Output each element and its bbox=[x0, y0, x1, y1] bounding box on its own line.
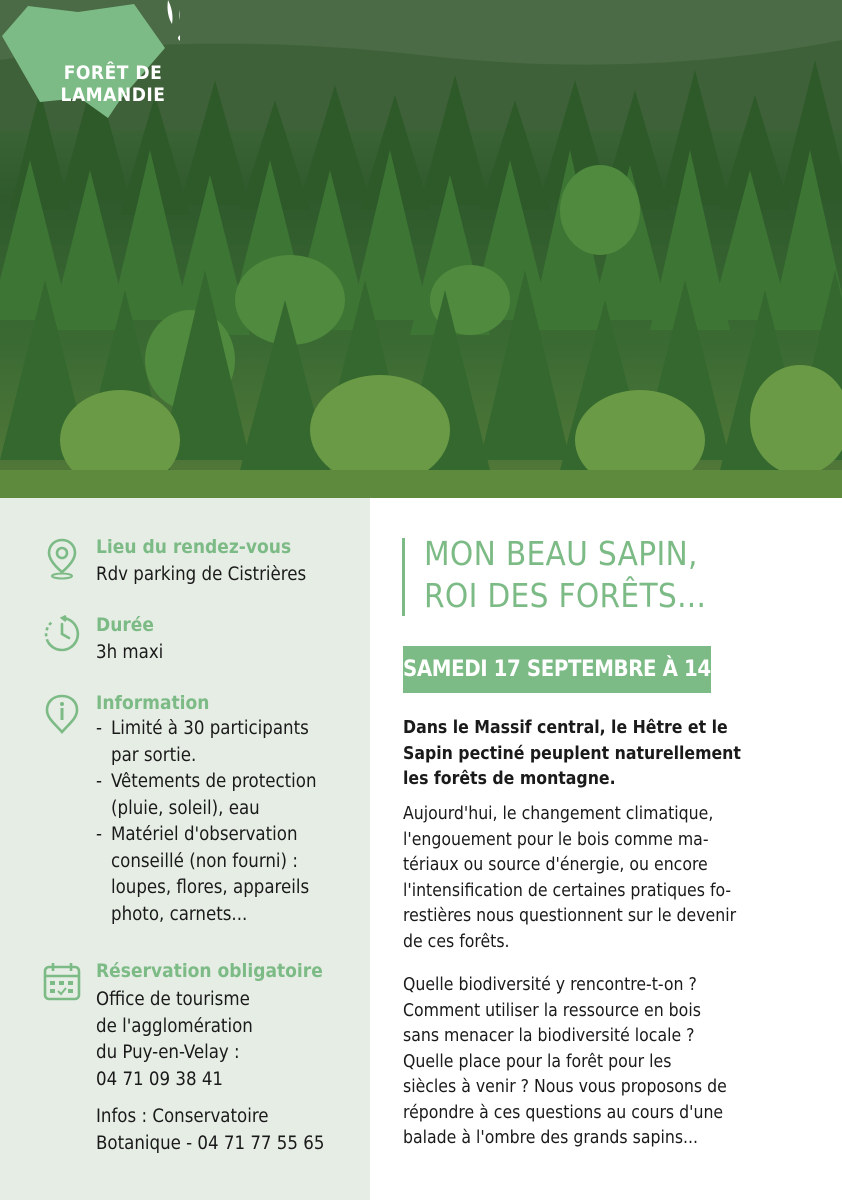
para-line: balade à l'ombre des grands sapins... bbox=[403, 1128, 699, 1148]
para-line: tériaux ou source d'énergie, ou encore bbox=[403, 855, 708, 875]
list-item-line: - Limité à 30 participants bbox=[111, 718, 309, 739]
lead-line: Sapin pectiné peuplent naturellement bbox=[403, 743, 741, 764]
reservation-text bbox=[96, 987, 253, 1093]
list-item bbox=[96, 716, 317, 769]
para-line: Comment utiliser la ressource en bois bbox=[403, 1000, 701, 1021]
para-line: de ces forêts. bbox=[403, 931, 510, 952]
title-accent-bar bbox=[402, 538, 405, 616]
para-line: restières nous questionnent sur le devenir bbox=[403, 906, 737, 926]
reservation-title: Réservation obligatoire bbox=[96, 960, 323, 982]
para-line: l'engouement pour le bois comme ma- bbox=[403, 829, 709, 850]
body-paragraph-2 bbox=[403, 973, 828, 1152]
logo-line-1: FORÊT DE bbox=[63, 62, 163, 84]
hero-forest-image bbox=[0, 0, 842, 498]
reservation-line: Office de tourisme bbox=[96, 989, 250, 1010]
reservation-extra bbox=[96, 1104, 324, 1157]
title-line-2: ROI DES FORÊTS... bbox=[424, 576, 707, 615]
info-icon bbox=[42, 692, 82, 736]
logo-text bbox=[58, 62, 168, 106]
reservation-line: de l'agglomération bbox=[96, 1015, 253, 1037]
location-pin-icon bbox=[42, 536, 82, 580]
duration-title: Durée bbox=[96, 614, 154, 636]
list-item-line: par sortie. bbox=[111, 744, 197, 766]
list-item-line: - Matériel d'observation bbox=[111, 824, 298, 845]
meeting-title: Lieu du rendez-vous bbox=[96, 536, 292, 558]
calendar-icon bbox=[42, 960, 82, 1004]
reservation-line: du Puy-en-Velay : bbox=[96, 1042, 240, 1063]
information-list bbox=[96, 716, 317, 928]
clock-icon bbox=[42, 614, 82, 658]
list-item bbox=[96, 822, 317, 928]
list-item bbox=[96, 769, 317, 822]
lead-line: les forêts de montagne. bbox=[403, 769, 616, 789]
list-item-line: loupes, flores, appareils bbox=[111, 877, 310, 898]
list-item-line: conseillé (non fourni) : bbox=[111, 850, 298, 872]
para-line: sans menacer la biodiversité locale ? bbox=[403, 1026, 695, 1046]
list-item-line: - Vêtements de protection bbox=[111, 771, 317, 792]
title-line-1: MON BEAU SAPIN, bbox=[424, 534, 698, 573]
body-paragraph-1 bbox=[403, 802, 828, 955]
list-item-line: (pluie, soleil), eau bbox=[111, 797, 260, 819]
duration-text: 3h maxi bbox=[96, 642, 164, 663]
para-line: Aujourd'hui, le changement climatique, bbox=[403, 804, 714, 824]
para-line: Quelle biodiversité y rencontre-t-on ? bbox=[403, 975, 697, 995]
lead-line: Dans le Massif central, le Hêtre et le bbox=[403, 718, 728, 738]
para-line: siècles à venir ? Nous vous proposons de bbox=[403, 1077, 727, 1097]
para-line: Quelle place pour la forêt pour les bbox=[403, 1051, 672, 1072]
extra-line: Infos : Conservatoire bbox=[96, 1106, 269, 1127]
para-line: répondre à ces questions au cours d'une bbox=[403, 1102, 724, 1123]
reservation-phone: 04 71 09 38 41 bbox=[96, 1068, 224, 1090]
list-item-line: photo, carnets... bbox=[111, 903, 248, 925]
lead-paragraph bbox=[403, 716, 823, 793]
information-title: Information bbox=[96, 692, 210, 714]
para-line: l'intensification de certaines pratiques fo- bbox=[403, 880, 732, 901]
page-title bbox=[424, 533, 706, 617]
meeting-text: Rdv parking de Cistrières bbox=[96, 564, 307, 585]
date-badge: SAMEDI 17 SEPTEMBRE À 14H bbox=[403, 646, 711, 693]
extra-phone: Botanique - 04 71 77 55 65 bbox=[96, 1132, 325, 1154]
logo-line-2: LAMANDIE bbox=[60, 84, 166, 106]
